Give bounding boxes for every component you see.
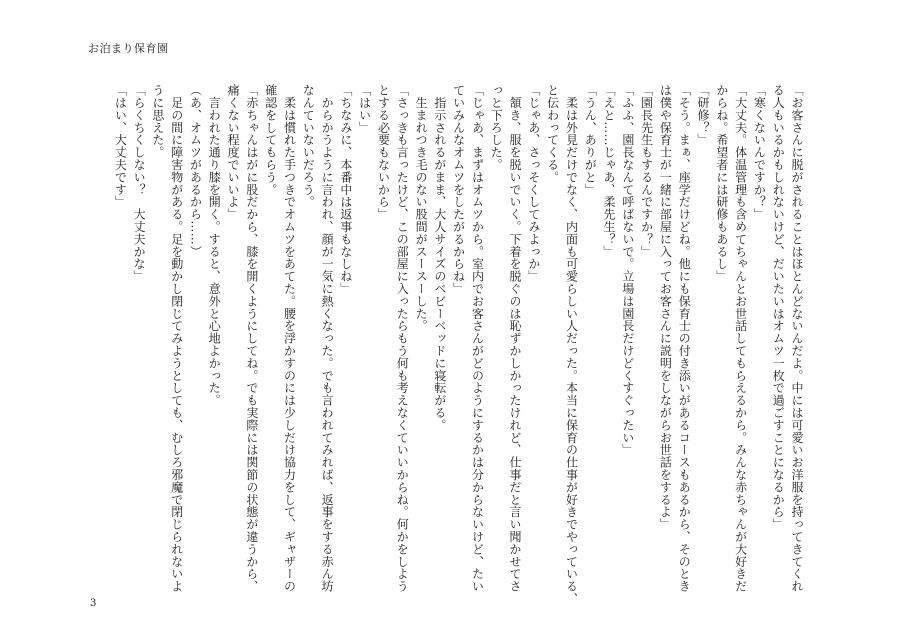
text-line: からかうように言われ、顔が一気に熱くなった。でも言われてみれば、返事をする赤ん坊 xyxy=(320,84,335,593)
text-line: 「さっきも言ったけど、この部屋に入ったらもう何も考えなくていいからね。何かをしよう xyxy=(395,84,410,593)
text-line: 「はい」 xyxy=(357,84,372,134)
text-line: 指示されるがまま、大人サイズのベビーベッドに寝転がる。 xyxy=(432,84,447,432)
text-line: 頷き、服を脱いでいく。下着を脱ぐのは恥ずかしかったけれど、仕事だと言い聞かせてさ xyxy=(508,84,523,593)
text-line: と伝わってくる。 xyxy=(545,84,560,184)
text-line: 「赤ちゃんはがに股だから、膝を開くようにしてね。でも実際には関節の状態が違うから、 xyxy=(244,84,259,593)
text-line: とする必要もないから」 xyxy=(376,84,391,221)
text-line: 柔は慣れた手つきでオムツをあてた。腰を浮かすのには少しだけ協力をして、ギャザーの xyxy=(282,84,297,593)
text-line: 「ふふ、園長なんて呼ばないで。立場は園長だけどくすぐったい」 xyxy=(620,84,635,456)
text-line: る人もいるかもしれないけど、だいたいはオムツ一枚で過ごすことになるから」 xyxy=(771,84,786,531)
text-line: っと下ろした。 xyxy=(489,84,504,171)
text-line: からね。希望者には研修もあるし」 xyxy=(714,84,729,283)
text-line: 「園長先生もするんですか？」 xyxy=(639,84,654,258)
text-line: うに思えた。 xyxy=(150,84,165,159)
text-line: （あ、オムツがあるから……） xyxy=(188,84,203,258)
text-line: 足の間に障害物がある。足を動かし閉じてみようとしても、むしろ邪魔で閉じられないよ xyxy=(169,84,184,593)
text-line: 「えと……じゃあ、柔先生？」 xyxy=(602,84,617,258)
text-line: 「はい、大丈夫です」 xyxy=(113,84,128,208)
text-line: 「寒くないんですか？」 xyxy=(752,84,767,221)
text-line: 「じゃあ、さっそくしてみよっか」 xyxy=(526,84,541,283)
text-line: 「うん、ありがと」 xyxy=(583,84,598,196)
text-line: 「ちなみに、本番中は返事もなしね」 xyxy=(338,84,353,295)
text-line: 「研修？」 xyxy=(696,84,711,146)
text-line: 柔は外見だけでなく、内面も可愛らしい人だった。本当に保育の仕事が好きでやっている、 xyxy=(564,84,579,605)
text-line: 確認をしてもらう。 xyxy=(263,84,278,196)
text-line: 「じゃあ、まずはオムツから。室内でお客さんがどのようにするかは分からないけど、たい xyxy=(470,84,485,593)
running-header: お泊まり保育園 xyxy=(88,42,169,55)
text-line: 「そう。まぁ、座学だけどね。他にも保育士の付き添いがあるコースもあるから、そのとき xyxy=(677,84,692,593)
text-line: 痛くない程度でいいよ」 xyxy=(226,84,241,221)
body-text xyxy=(113,84,806,605)
text-line: 言われた通り膝を開く。すると、意外と心地よかった。 xyxy=(207,84,222,407)
text-line: ていみんなオムツをしたがるからね」 xyxy=(451,84,466,295)
text-line: は僕や保育士が一緒に部屋に入ってお客さんに説明をしながらお世話をするよ」 xyxy=(658,84,673,531)
text-line: 「らくちくしない？ 大丈夫かな」 xyxy=(132,84,147,283)
text-line: なんていないだろう。 xyxy=(301,84,316,208)
text-line: 「大丈夫。体温管理も含めてちゃんとお世話してもらえるから。みんな赤ちゃんが大好きだ xyxy=(733,84,748,593)
text-line: 「お客さんに脱がされることはほとんどないんだよ。中には可愛いお洋服を持ってきてくれ xyxy=(790,84,804,593)
page-number: 3 xyxy=(90,598,97,609)
text-line: 生まれつき毛のない股間がスースーした。 xyxy=(414,84,429,332)
